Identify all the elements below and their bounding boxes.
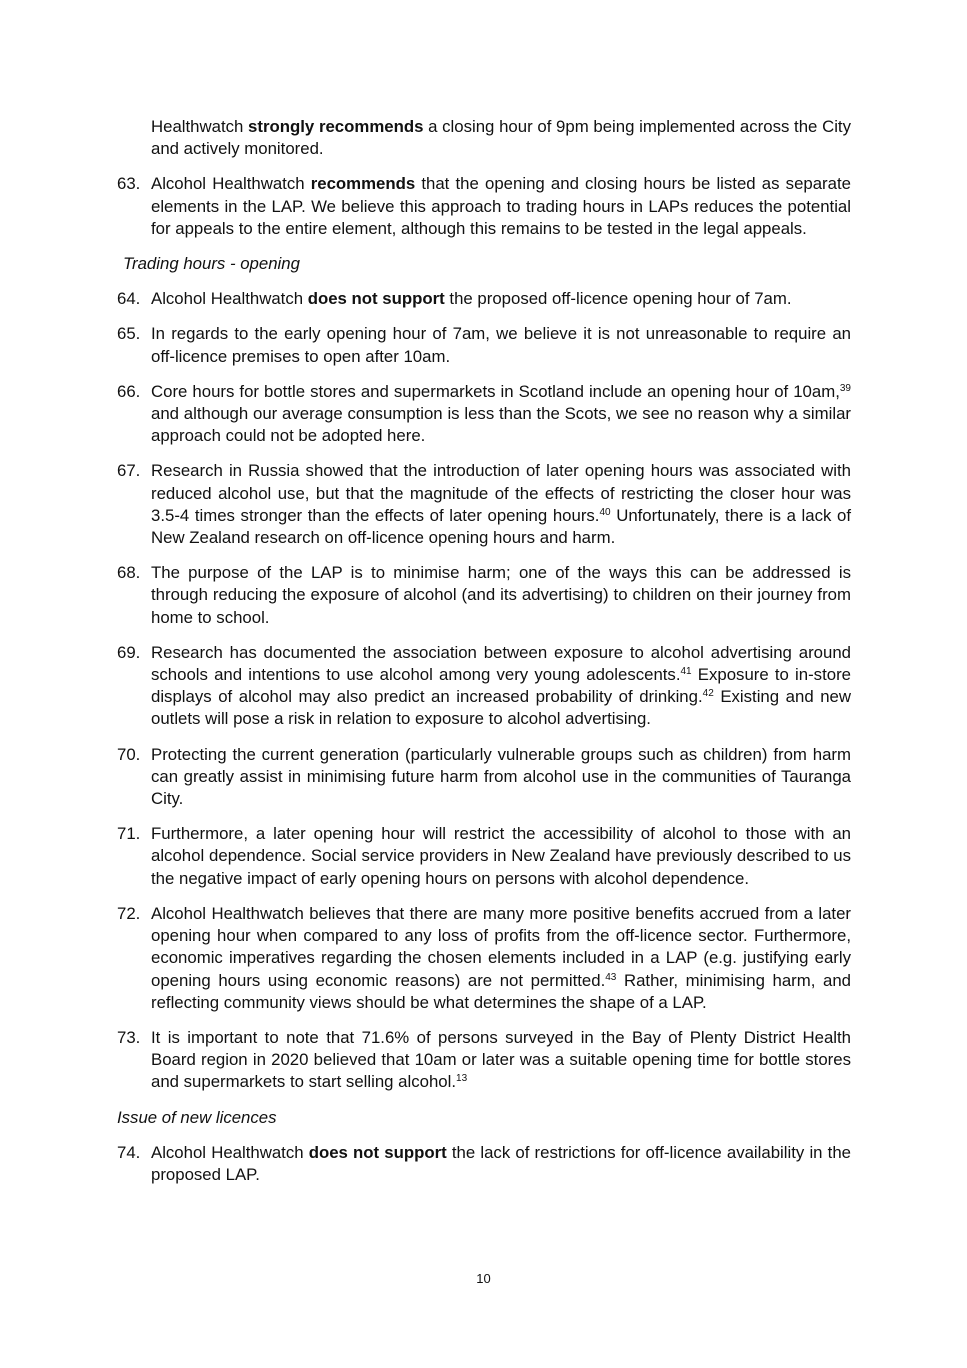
paragraph-text: Furthermore, a later opening hour will restrict the accessibility of alcohol to those with an alcohol dependence. Social service providers in New Zealand have previously described to us the negative impact of early opening hours on persons with alcohol dependence.	[151, 824, 851, 888]
footnote-ref: 39	[839, 382, 851, 394]
paragraph-text: It is important to note that 71.6% of persons surveyed in the Bay of Plenty District Health Board region in 2020 believed that 10am or later was a suitable opening time for bottle stores and supermarkets to start selling alcohol.$^{13}$	[151, 1027, 851, 1092]
paragraph-number: 71.	[117, 824, 141, 844]
footnote-ref: 13	[456, 1073, 468, 1085]
paragraph-73	[117, 1027, 851, 1094]
paragraph-68	[117, 562, 851, 629]
paragraph-text: Alcohol Healthwatch believes that there are many more positive benefits accrued from a later opening hour when compared to any loss of profits from the off-licence sector. Furthermore, economic imperatives regarding the chosen elements included in a LAP (e.g. justifying early opening hours using economic reasons) are not permitted.$^{43}$ Rather, minimising harm, and reflecting community views should be what determines the shape of a LAP.	[151, 903, 851, 1012]
intro-text-end: a closing hour of 9pm being implemented across the City and actively monitored.	[151, 117, 851, 159]
footnote-ref: 43	[605, 971, 617, 983]
intro-text: Healthwatch	[151, 117, 249, 136]
paragraph-text: Alcohol Healthwatch does not support the lack of restrictions for off-licence availability in the proposed LAP.	[151, 1142, 851, 1184]
paragraph-number: 74.	[117, 1142, 141, 1162]
paragraph-text: Alcohol Healthwatch does not support the proposed off-licence opening hour of 7am.	[151, 289, 792, 309]
paragraph-74	[117, 1142, 851, 1186]
page-number: 10	[476, 1271, 491, 1286]
paragraph-text: Alcohol Healthwatch recommends that the opening and closing hours be listed as separate elements in the LAP. We believe this approach to trading hours in LAPs reduces the potential for appeals to the entire element, although this remains to be tested in the legal appeals.	[151, 174, 851, 238]
paragraph-69	[117, 642, 851, 731]
paragraph-64	[117, 288, 851, 310]
paragraph-number: 64.	[117, 289, 141, 309]
paragraph-number: 66.	[117, 381, 141, 401]
paragraph-63	[117, 173, 851, 240]
page-content	[117, 116, 851, 1199]
paragraph-number: 63.	[117, 174, 141, 194]
paragraph-66	[117, 381, 851, 448]
footnote-ref: 42	[702, 688, 714, 700]
paragraph-number: 70.	[117, 744, 141, 764]
heading-trading-hours-opening: Trading hours - opening	[123, 254, 300, 274]
footnote-ref: 41	[680, 666, 692, 678]
paragraph-text: Research in Russia showed that the introduction of later opening hours was associated with reduced alcohol use, but that the magnitude of the effects of restricting the closer hour was 3.5-4 times stronger than the effects of later opening hours.$^{40}$ Unfortunately, there is a lack of New Zealand research on off-licence opening hours and harm.	[151, 461, 851, 548]
paragraph-65	[117, 323, 851, 367]
heading-issue-new-licences: Issue of new licences	[117, 1107, 277, 1127]
paragraph-number: 68.	[117, 563, 141, 583]
paragraph-71	[117, 823, 851, 890]
paragraph-number: 73.	[117, 1027, 141, 1047]
paragraph-number: 72.	[117, 903, 141, 923]
paragraph-number: 69.	[117, 642, 141, 662]
paragraph-text: Research has documented the association between exposure to alcohol advertising around schools and intentions to use alcohol among very young adolescents.$^{41}$ Exposure to in-store displays of alcohol may also predict an increased probability of drinking.$^{42}$ Existing and new outlets will pose a risk in relation to exposure to alcohol advertising.	[151, 642, 851, 729]
paragraph-text: In regards to the early opening hour of 7am, we believe it is not unreasonable to require an off-licence premises to open after 10am.	[151, 324, 851, 366]
paragraph-text: The purpose of the LAP is to minimise harm; one of the ways this can be addressed is through reducing the exposure of alcohol (and its advertising) to children on their journey from home to school.	[151, 563, 851, 627]
paragraph-number: 65.	[117, 324, 141, 344]
intro-paragraph	[117, 116, 851, 160]
paragraph-72	[117, 903, 851, 1014]
paragraph-number: 67.	[117, 461, 141, 481]
paragraph-text: Protecting the current generation (particularly vulnerable groups such as children) from harm can greatly assist in minimising future harm from alcohol use in the communities of Tauranga City.	[151, 744, 851, 809]
footnote-ref: 40	[599, 506, 611, 518]
paragraph-text: Core hours for bottle stores and supermarkets in Scotland include an opening hour of 10am,$^{39}$ and although our average consumption is less than the Scots, we see no reason why a similar approach could not be adopted here.	[151, 381, 851, 446]
paragraph-70	[117, 744, 851, 811]
intro-bold: strongly recommends	[248, 117, 424, 136]
paragraph-67	[117, 460, 851, 549]
